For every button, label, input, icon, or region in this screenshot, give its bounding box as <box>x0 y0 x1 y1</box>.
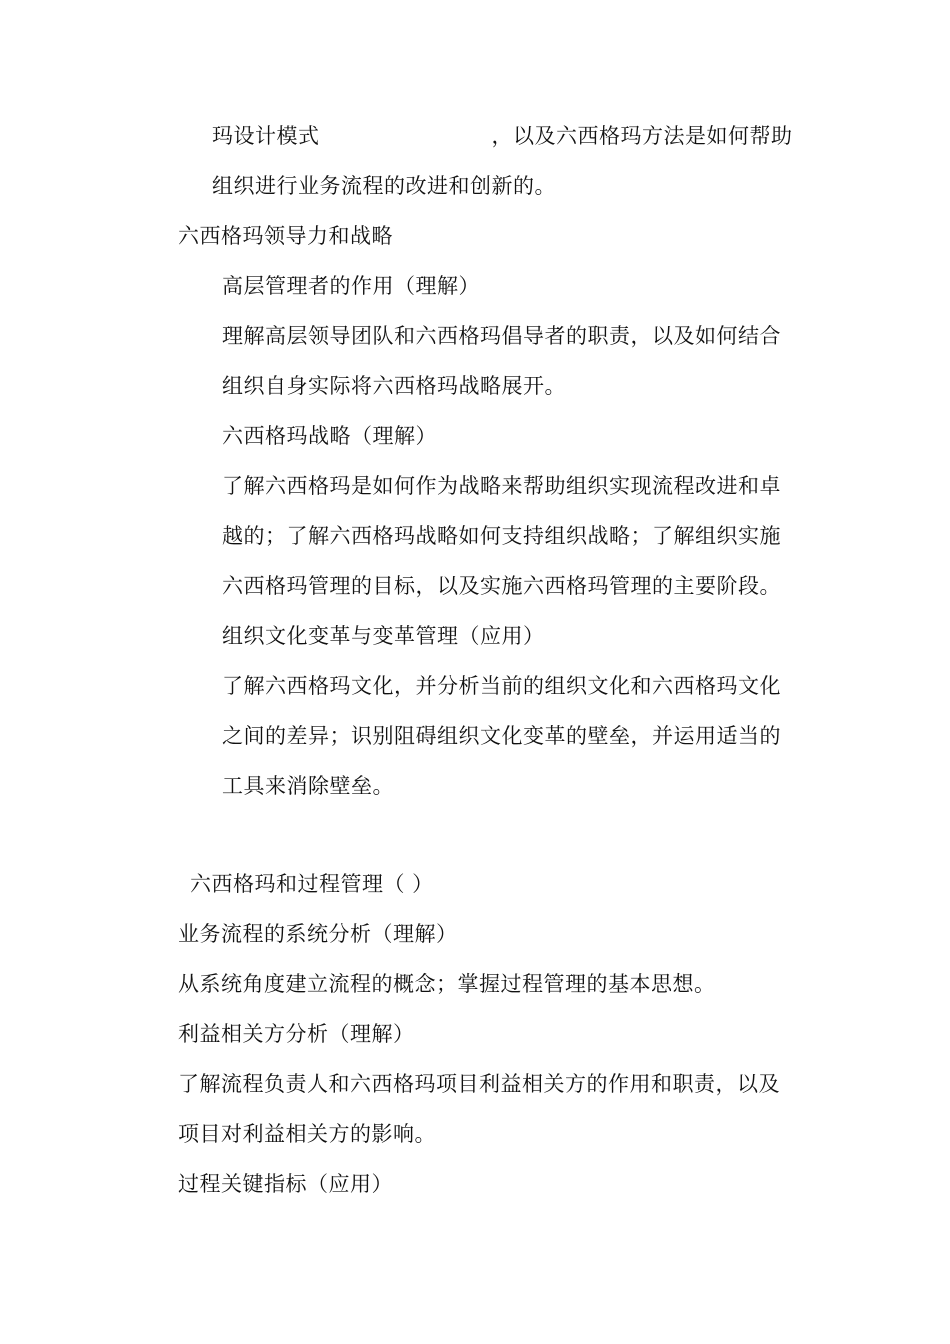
topic-title: 高层管理者的作用（理解） <box>222 274 480 298</box>
paragraph-line: 了解六西格玛是如何作为战略来帮助组织实现流程改进和卓 <box>222 474 781 498</box>
paragraph-line: 组织进行业务流程的改进和创新的。 <box>212 174 556 198</box>
paragraph-line: 之间的差异；识别阻碍组织文化变革的壁垒，并运用适当的 <box>222 724 781 748</box>
paragraph-line: 了解六西格玛文化，并分析当前的组织文化和六西格玛文化 <box>222 674 781 698</box>
paragraph-line: 理解高层领导团队和六西格玛倡导者的职责，以及如何结合 <box>222 324 781 348</box>
section-heading: 六西格玛领导力和战略 <box>178 224 393 248</box>
paragraph-line: 项目对利益相关方的影响。 <box>178 1122 436 1146</box>
paragraph-line: 六西格玛管理的目标，以及实施六西格玛管理的主要阶段。 <box>222 574 781 598</box>
paragraph-line: 工具来消除壁垒。 <box>222 774 394 798</box>
text-fragment: 玛设计模式 <box>212 124 320 148</box>
topic-title: 组织文化变革与变革管理（应用） <box>222 624 545 648</box>
topic-title: 业务流程的系统分析（理解） <box>178 922 458 946</box>
section-heading: 六西格玛和过程管理（ ） <box>190 872 434 896</box>
paragraph-line <box>212 122 793 150</box>
paragraph-line: 从系统角度建立流程的概念；掌握过程管理的基本思想。 <box>178 972 716 996</box>
topic-title: 过程关键指标（应用） <box>178 1172 393 1196</box>
topic-title: 利益相关方分析（理解） <box>178 1022 415 1046</box>
paragraph-line: 了解流程负责人和六西格玛项目利益相关方的作用和职责，以及 <box>178 1072 780 1096</box>
paragraph-line: 越的；了解六西格玛战略如何支持组织战略；了解组织实施 <box>222 524 781 548</box>
text-fragment: ，以及六西格玛方法是如何帮助 <box>491 124 793 148</box>
topic-title: 六西格玛战略（理解） <box>222 424 437 448</box>
paragraph-line: 组织自身实际将六西格玛战略展开。 <box>222 374 566 398</box>
